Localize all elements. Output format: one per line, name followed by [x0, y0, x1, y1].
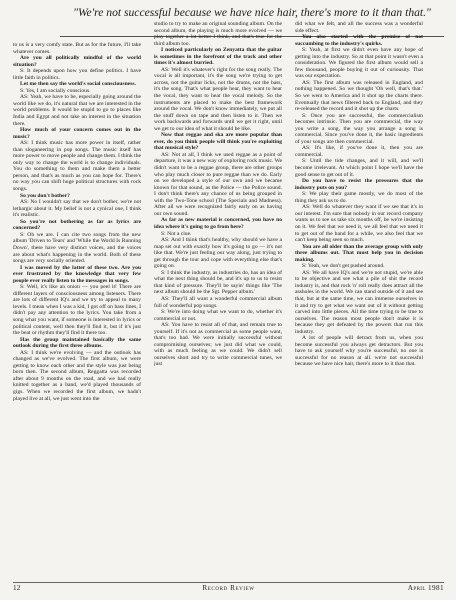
interview-answer: S: Yes, I am socially conscious. — [20, 87, 91, 94]
interview-question: You also started with the premise of not succumbing to the industry's quirks. — [295, 34, 423, 47]
interview-answer: S: We're into doing what we want to do, whether it's commercial or not. — [154, 309, 282, 322]
interview-question: You are all older than the average group with only three albums out. That must help you in decision making. — [295, 243, 423, 263]
interview-answer: A lot of people will detract from us, when you become successful you always get detractors. But you have to ask yourself why you're successful, no one is successful for no reason at all. we're not successful because we have nice hair, there's more to it than that. — [295, 335, 423, 368]
interview-question: Let me then say the world's social consciousness. — [20, 81, 136, 88]
interview-answer: S: Well, it's like an onion — you peel it! There are different layers of consciousness among listeners. There are lots of different IQ's and we try to appeal to many levels. I mean when I was a kid, I got off on bass lines, I didn't pay any attention to the lyrics. You take from a song what you want, if someone is interested in lyrics or political content, well then they'll find it, but if it's just the beat or rhythm they'll find it there too. — [13, 284, 141, 337]
interview-answer: S: It depends upon how you define politics. I have little faith in politics. — [13, 68, 141, 81]
pull-quote: "We're not successful because we have nice hair, there's more to it than that." — [73, 6, 431, 19]
interview-answer: AS: The first album was released in England, and nothing happened. So we thought 'Oh well, that's that.' So we went to America and it shot up the charts there. Eventually that news filtered back to England, and they re-released the record and it shot up the charts. — [295, 79, 423, 113]
issue-date: April 1981 — [407, 584, 444, 592]
interview-answer: AS: We all have IQ's and we're not stupid, we're able to be objective and see what a pile of shit the record industry is, and that rock 'n' roll really does attract all the assholes in the world. We can stand outside of it and see that, but at the same time, we can immerse ourselves in it and try to get what we want out of it without getting carved into little pieces. All the time trying to be true to ourselves. The reason most people don't make it is because they get defeated by the powers that run this industry. — [295, 269, 423, 335]
page-number: 12 — [13, 584, 21, 592]
interview-question: I was moved by the latter of these two. Are you ever frustrated by the knowledge that very few people ever really listen to the messages in songs. — [13, 264, 141, 284]
interview-question: So you're not bothering as far as lyrics are concerned? — [13, 218, 141, 232]
interview-answer: AS: Not at all, I think we used reggae as a point of departure, it was a new way of exploring rock music. We didn't want to be a reggae group, there are other groups who play much closer to pure reggae than we do. Early on we developed a style of our own and we became known for that sound, as the Police — the Police sound. I don't think there's any chance of us being grouped in with the Two-Tone school (The Specials and Madness). After all we were recognized fairly early on as having our own sound. — [154, 151, 282, 217]
interview-answer: AS: Yeah, we have to be, especially going around the world like we do, it's natural that we are interested in the world problems. It would be stupid to go to places like India and Egypt and not take an interest in the situation there. — [13, 94, 141, 127]
interview-answer: S: Oh we are. I can cite two songs from the new album 'Driven to Tears' and 'While the World Is Running Down', these have very distinct voices, and the voices are about what's happening in the world. Both of these songs are very socially oriented. — [13, 231, 141, 265]
text-column-3 — [295, 21, 423, 582]
interview-answer: AS: Well it's whatever's right for the song really. The vocal is all important, it's the song we're trying to get across, not the guitar licks, not the drums, not the bass, it's the song. That's what people hear, they want to hear the vocal, they want to hear the vocal melody. So the instruments are placed to make the best framework around the vocal. We don't know immediately, we put all the stuff down on tape and then listen to it. Then we work backwards and forwards until we get it right, until we get to our idea of what it should be like. — [154, 66, 282, 132]
interview-answer: S: Until the tide changes, and it will, and we'll become irrelevant. At which point I hope we'll have the good sense to get out of it. — [295, 158, 423, 178]
interview-answer: S: Yeah, at first we didn't even have any hope of getting into the industry. So at that point it wasn't even a consideration. We figured the first album would sell a few thousand, people buying it out of curiousity. That was our expectation. — [295, 47, 423, 80]
interview-answer: AS: I think music has more power in itself, rather than sloganeering in pop songs. The music itself has more power to move people and change them. I think the only way to change the world is to change individuals. You do something to them and make them a better person, and that's as much as you can hope for. There's no way you can shift huge political structures with rock songs. — [13, 140, 141, 193]
footer-divider — [13, 582, 444, 583]
interview-answer: S: We play their game mostly, we do most of the thing they ask us to do. — [295, 191, 423, 204]
interview-answer: S: Yeah, we don't get pushed around. — [302, 263, 385, 270]
interview-answer: to us is a very comfy state. But as for the future, I'll take whatever comes. — [13, 42, 141, 55]
text-column-2 — [154, 21, 282, 582]
interview-answer: AS: They'll all want a wonderful commercial album full of wonderful pop songs. — [154, 295, 282, 309]
interview-answer: AS: Well do whatever they want if we see that it's in our interest. I'm sure that nobody in our record company wants us to see us take six months off, be we're insisting on it. We feel that we need it, we all feel that we need it to get out of the band for a while, we also feel that we can't keep being seen so much. — [295, 204, 423, 244]
interview-answer: AS: And I think that's healthy, why should we have a map set out with exactly how it's going to go — it's not like that. We're just feeling our way along, just trying to get through the tour and cope with everything else that's going on. — [154, 237, 282, 270]
interview-question: So you don't bother? — [20, 192, 70, 199]
interview-question: I noticed particularly on Zenyatta that the guitar is sometimes in the forefront of the track and other times it's almost burried. — [154, 47, 282, 67]
interview-question: As far as new material is concerned, you have no idea where it's going to go from here? — [154, 217, 282, 230]
interview-answer: studio to try to make an original sounding album. On the second album, the playing is much more evolved — we play together a lot better I think, and that's true for the third album too. — [154, 21, 282, 47]
interview-answer: S: Not a clue. — [161, 230, 192, 237]
interview-answer: AS: You have to resist all of that, and remain true to yourself. If it's not as commercial as some people want, that's too bad. We were initially successful without compromising ourselves; we just did what we could, with as much feeling as we could. We didn't sell ourselves short and try to write commercial tunes, we just — [154, 322, 282, 368]
interview-question: How much of your concern comes out in the music? — [13, 127, 141, 140]
magazine-name: Record Review — [202, 584, 255, 592]
page-footer — [13, 584, 444, 596]
interview-question: Are you all politically mindful of the world situation? — [13, 55, 141, 68]
interview-answer: S: Once you are successful, the commercialism becomes intrinsic. Then you are commercial, the way you write a song, the way you arrange a song is commercial. Since you've done it, the basic ingredients of your songs are then commercial. — [295, 112, 423, 145]
interview-answer: AS: No I wouldn't say that we don't bother, we're not lethargic about it. My belief is not a cynical one, I think it's realistic. — [13, 199, 141, 219]
interview-answer: AS: I think we're evolving — and the outlook has changed as we've evolved. The first album, we were getting to know each other and the style was just being born then. The second album, Reggatta was recorded after about 9 months on the road, and we had really knitted together as a band, we'd played thousands of gigs. When we recorded the first album, we hadn't played live at all, we just went into the — [13, 349, 141, 402]
interview-answer: S: I think the industry, as industries do, has an idea of what the next thing should be, and it's up to us to resist that kind of pressure. They'll be sayin' things like 'The next album should be the Sgt. Pepper album.' — [154, 269, 282, 296]
interview-question: Now that reggae and ska are more popular than ever, do you think people will think you're exploiting that musical style? — [154, 132, 282, 152]
interview-answer: AS: It's like, if you've done it, then you are commercial. — [295, 145, 423, 158]
interview-question: Has the group maintained basically the same outlook during the first three albums. — [13, 336, 141, 350]
interview-question: Do you have to resist the pressures that the industry puts on you? — [295, 178, 423, 191]
text-column-1 — [13, 42, 141, 582]
interview-answer: did what we felt, and all the success was a wonderful side effect. — [295, 21, 423, 34]
